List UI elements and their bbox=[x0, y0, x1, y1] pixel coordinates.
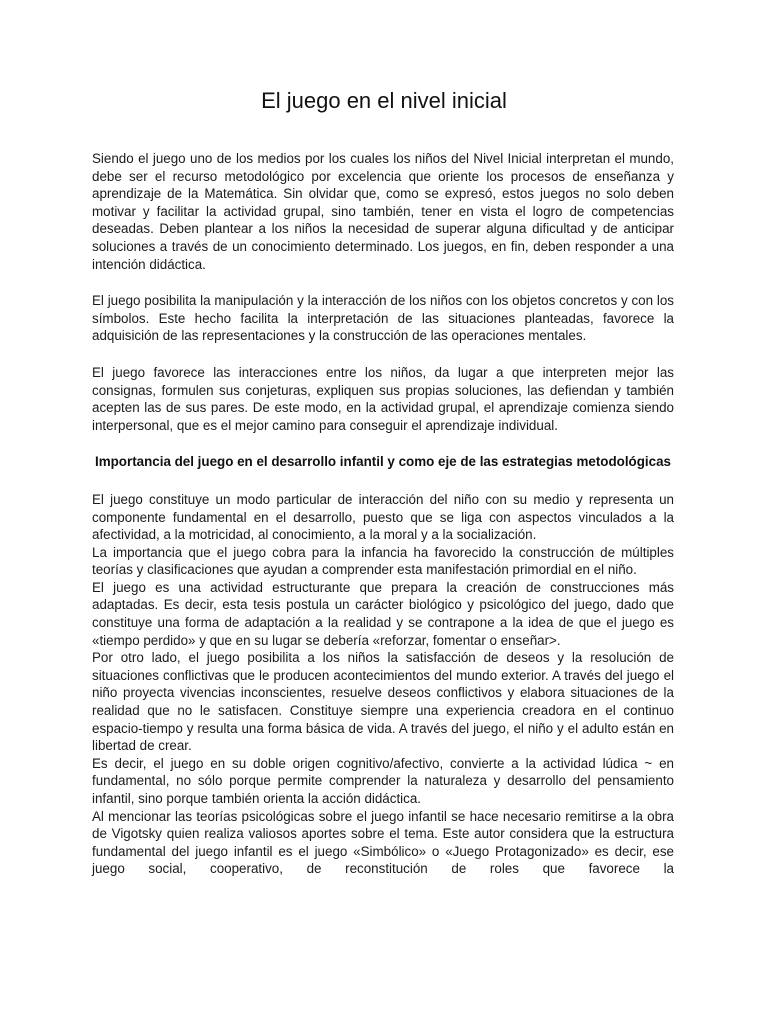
section-text bbox=[92, 491, 674, 878]
paragraph: El juego es una actividad estructurante que prepara la creación de construcciones más adaptadas. Es decir, esta tesis postula un carácter biológico y psicológico del juego, dado que constituye una forma de adaptación a la realidad y se contrapone a la idea de que el juego es «tiempo perdido» y que en su lugar se debería «reforzar, fomentar o enseñar>. bbox=[92, 579, 674, 648]
paragraph: Al mencionar las teorías psicológicas sobre el juego infantil se hace necesario remitirse a la obra de Vigotsky quien realiza valiosos aportes sobre el tema. Este autor considera que la estructura fundamental del juego infantil es el juego «Simbólico» o «Juego Protagonizado» es decir, ese juego social, cooperativo, de reconstitución de roles que favorece la bbox=[92, 808, 674, 877]
paragraph: El juego posibilita la manipulación y la interacción de los niños con los objetos concretos y con los símbolos. Este hecho facilita la interpretación de las situaciones planteadas, favorece la adquisición de las representaciones y la construcción de las operaciones mentales. bbox=[92, 293, 674, 344]
paragraph: La importancia que el juego cobra para la infancia ha favorecido la construcción de múltiples teorías y clasificaciones que ayudan a comprender esta manifestación primordial en el niño. bbox=[92, 544, 674, 578]
paragraph: El juego constituye un modo particular de interacción del niño con su medio y representa un componente fundamental en el desarrollo, puesto que se liga con aspectos vinculados a la afectividad, a la motricidad, al conocimiento, a la moral y a la socialización. bbox=[92, 491, 674, 543]
paragraph: Por otro lado, el juego posibilita a los niños la satisfacción de deseos y la resolución de situaciones conflictivas que le producen acontecimientos del mundo exterior. A través del juego el niño proyecta vivencias inconscientes, resuelve deseos conflictivos y elabora situaciones de la realidad que no le satisfacen. Constituye siempre una experiencia creadora en el continuo espacio-tiempo y resulta una forma básica de vida. A través del juego, el niño y el adulto están en libertad de crear. bbox=[92, 650, 674, 754]
paragraph: Siendo el juego uno de los medios por los cuales los niños del Nivel Inicial interpretan el mundo, debe ser el recurso metodológico por excelencia que oriente los procesos de enseñanza y aprendizaje de la Matemática. Sin olvidar que, como se expresó, estos juegos no solo deben motivar y facilitar la actividad grupal, sino también, tener en vista el logro de competencias deseadas. Deben plantear a los niños la necesidad de superar alguna dificultad y de anticipar soluciones a través de un conocimiento determinado. Los juegos, en fin, deben responder a una intención didáctica. bbox=[92, 151, 674, 272]
document-body bbox=[92, 150, 674, 878]
section-heading: Importancia del juego en el desarrollo infantil y como eje de las estrategias metodológicas bbox=[95, 454, 671, 470]
document-title: El juego en el nivel inicial bbox=[261, 88, 507, 113]
paragraph: El juego favorece las interacciones entre los niños, da lugar a que interpreten mejor las consignas, formulen sus conjeturas, expliquen sus propias soluciones, las defiendan y también acepten las de sus pares. De este modo, en la actividad grupal, el aprendizaje comienza siendo interpersonal, que es el mejor camino para conseguir el aprendizaje individual. bbox=[92, 364, 674, 433]
paragraph: Es decir, el juego en su doble origen cognitivo/afectivo, convierte a la actividad lúdica ~ en fundamental, no sólo porque permite comprender la naturaleza y desarrollo del pensamiento infantil, sino porque también orienta la acción didáctica. bbox=[92, 755, 674, 806]
